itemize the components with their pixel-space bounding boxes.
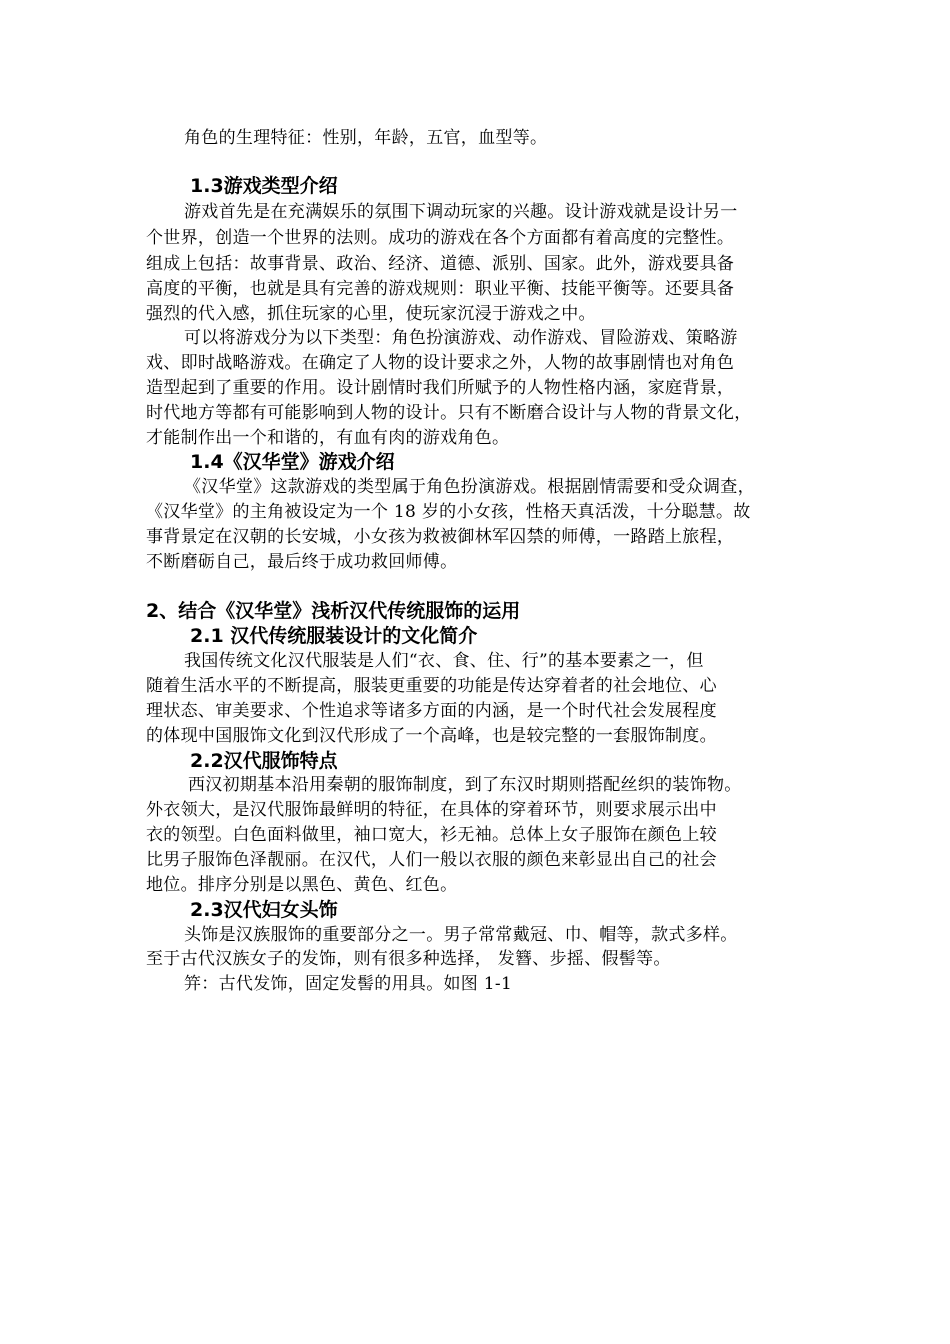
heading-2-3: 2.3汉代妇女头饰	[190, 899, 338, 921]
paragraph-line: 《汉华堂》的主角被设定为一个 18 岁的小女孩，性格天真活泼，十分聪慧。故	[146, 502, 751, 522]
paragraph-line: 衣的领型。白色面料做里，袖口宽大，衫无袖。总体上女子服饰在颜色上较	[146, 825, 717, 845]
paragraph-line: 地位。排序分别是以黑色、黄色、红色。	[146, 875, 458, 895]
paragraph-line: 造型起到了重要的作用。设计剧情时我们所赋予的人物性格内涵，家庭背景，	[146, 378, 735, 398]
heading-2-1: 2.1 汉代传统服装设计的文化简介	[190, 625, 478, 647]
paragraph-line: 高度的平衡，也就是具有完善的游戏规则：职业平衡、技能平衡等。还要具备	[146, 279, 735, 299]
paragraph-line: 事背景定在汉朝的长安城，小女孩为救被御林军囚禁的师傅，一路踏上旅程，	[146, 527, 735, 547]
paragraph-line: 时代地方等都有可能影响到人物的设计。只有不断磨合设计与人物的背景文化，	[146, 403, 752, 423]
paragraph-line: 笄：古代发饰，固定发髻的用具。如图 1-1	[184, 974, 513, 994]
heading-1-3: 1.3游戏类型介绍	[190, 175, 338, 197]
paragraph-line: 组成上包括：故事背景、政治、经济、道德、派别、国家。此外，游戏要具备	[146, 254, 735, 274]
paragraph-line: 强烈的代入感，抓住玩家的心里，使玩家沉浸于游戏之中。	[146, 304, 596, 324]
paragraph-line: 才能制作出一个和谐的，有血有肉的游戏角色。	[146, 428, 510, 448]
paragraph-line: 的体现中国服饰文化到汉代形成了一个高峰，也是较完整的一套服饰制度。	[146, 726, 717, 746]
paragraph-line: 游戏首先是在充满娱乐的氛围下调动玩家的兴趣。设计游戏就是设计另一	[184, 202, 738, 222]
heading-2: 2、结合《汉华堂》浅析汉代传统服饰的运用	[146, 600, 521, 622]
paragraph-line: 头饰是汉族服饰的重要部分之一。男子常常戴冠、巾、帽等，款式多样。	[184, 925, 738, 945]
paragraph-line: 西汉初期基本沿用秦朝的服饰制度，到了东汉时期则搭配丝织的装饰物。	[188, 775, 742, 795]
paragraph-line: 可以将游戏分为以下类型：角色扮演游戏、动作游戏、冒险游戏、策略游	[184, 328, 738, 348]
paragraph-line: 戏、即时战略游戏。在确定了人物的设计要求之外，人物的故事剧情也对角色	[146, 353, 735, 373]
paragraph-line: 《汉华堂》这款游戏的类型属于角色扮演游戏。根据剧情需要和受众调查，	[184, 477, 755, 497]
paragraph-line: 个世界，创造一个世界的法则。成功的游戏在各个方面都有着高度的完整性。	[146, 228, 735, 248]
intro-line: 角色的生理特征：性别，年龄，五官，血型等。	[184, 128, 548, 148]
paragraph-line: 理状态、审美要求、个性追求等诸多方面的内涵，是一个时代社会发展程度	[146, 701, 717, 721]
paragraph-line: 我国传统文化汉代服装是人们“衣、食、住、行”的基本要素之一，但	[184, 651, 704, 671]
heading-2-2: 2.2汉代服饰特点	[190, 750, 338, 772]
paragraph-line: 随着生活水平的不断提高，服装更重要的功能是传达穿着者的社会地位、心	[146, 676, 717, 696]
paragraph-line: 比男子服饰色泽靓丽。在汉代，人们一般以衣服的颜色来彰显出自己的社会	[146, 850, 717, 870]
paragraph-line: 至于古代汉族女子的发饰，则有很多种选择， 发簪、步摇、假髻等。	[146, 949, 671, 969]
paragraph-line: 外衣领大，是汉代服饰最鲜明的特征，在具体的穿着环节，则要求展示出中	[146, 800, 717, 820]
paragraph-line: 不断磨砺自己，最后终于成功救回师傅。	[146, 552, 458, 572]
heading-1-4: 1.4《汉华堂》游戏介绍	[190, 451, 395, 473]
